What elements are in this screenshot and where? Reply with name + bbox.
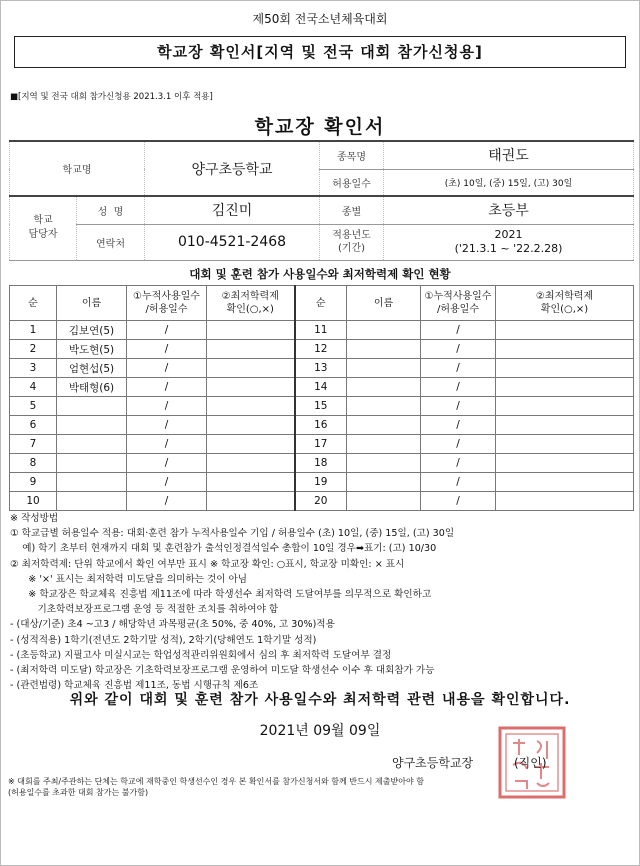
record-no-right: 14 [295,378,347,397]
record-no-right: 19 [295,473,347,492]
record-name-right [347,340,421,359]
record-grade-right [496,454,634,473]
record-days-left: / [127,397,207,416]
record-no-right: 15 [295,397,347,416]
records-table [9,285,634,511]
record-row [10,435,634,454]
record-no-right: 16 [295,416,347,435]
guide-line: - (최저학력 미도달) 학교장은 기초학력보장프로그램 운영하여 미도달 학생선수 이수 후 대회참가 가능 [10,665,435,677]
record-grade-right [496,321,634,340]
record-no-left: 4 [10,378,57,397]
record-grade-left [207,321,295,340]
year-cell [384,224,634,260]
header-no-right: 순 [295,286,347,321]
header-name-right: 이름 [347,286,421,321]
record-no-left: 5 [10,397,57,416]
form-title: 학교장 확인서 [254,116,386,138]
guide-line: 예) 학기 초부터 현재까지 대회 및 훈련참가 출석인정결석일수 총합이 10일 경우➡표기: (고) 10/30 [10,543,437,555]
record-no-right: 12 [295,340,347,359]
record-name-right [347,435,421,454]
record-name-left [57,454,127,473]
record-days-right: / [421,340,496,359]
record-no-left: 8 [10,454,57,473]
record-days-right: / [421,416,496,435]
header-no-left: 순 [10,286,57,321]
record-name-right [347,454,421,473]
period-value: ('21.3.1 ~ '22.2.28) [454,242,563,255]
record-no-left: 2 [10,340,57,359]
manager-name: 김진미 [145,196,320,224]
record-row [10,378,634,397]
guide-line: ① 학교급별 허용일수 적용: 대회·훈련 참가 누적사용일수 기입 / 허용일수 (초) 10일, (중) 15일, (고) 30일 [10,528,455,540]
days-label: 허용일수 [320,169,384,196]
record-no-left: 7 [10,435,57,454]
record-days-right: / [421,321,496,340]
header-days-left: ①누적사용일수 /허용일수 [127,286,207,321]
school-label: 학교명 [10,141,145,196]
record-name-left [57,416,127,435]
record-name-right [347,378,421,397]
phone-value: 010-4521-2468 [145,224,320,260]
issue-date: 2021년 09월 09일 [259,723,381,739]
year-label: 적용년도 (기간) [320,224,384,260]
record-days-left: / [127,435,207,454]
record-name-right [347,416,421,435]
record-row [10,397,634,416]
applicability-note: ■[지역 및 전국 대회 참가신청용 2021.3.1 이후 적용] [10,92,213,102]
guide-line: 기초학력보장프로그램 운영 등 적절한 조치를 취하여야 함 [10,604,279,616]
contact-label: 학교 담당자 [10,196,77,260]
record-days-right: / [421,378,496,397]
record-days-left: / [127,378,207,397]
record-no-left: 6 [10,416,57,435]
header-days-right: ①누적사용일수 /허용일수 [421,286,496,321]
record-grade-right [496,397,634,416]
record-days-left: / [127,492,207,511]
record-no-left: 3 [10,359,57,378]
record-no-left: 9 [10,473,57,492]
record-row [10,416,634,435]
record-grade-left [207,473,295,492]
record-days-left: / [127,359,207,378]
record-row [10,359,634,378]
record-no-left: 1 [10,321,57,340]
record-grade-left [207,340,295,359]
record-grade-left [207,378,295,397]
record-grade-left [207,454,295,473]
sport-label: 종목명 [320,141,384,169]
guide-line: ② 최저학력제: 단위 학교에서 확인 여부만 표시 ※ 학교장 확인: ○표시, 학교장 미확인: × 표시 [10,558,405,570]
record-grade-right [496,340,634,359]
record-grade-right [496,416,634,435]
record-name-right [347,321,421,340]
record-no-right: 20 [295,492,347,511]
record-days-right: / [421,397,496,416]
year-value: 2021 [494,228,523,241]
record-name-right [347,473,421,492]
record-grade-left [207,435,295,454]
section-title: 대회 및 훈련 참가 사용일수와 최저학력제 확인 현황 [189,267,451,281]
record-grade-right [496,473,634,492]
record-name-left: 박태형(6) [57,378,127,397]
footnote-line-2: (허용일수를 초과한 대회 참가는 불가함) [8,788,149,797]
record-grade-left [207,416,295,435]
records-header-row [10,286,634,321]
guide-line: - (대상/기준) 초4 ~고3 / 해당학년 과목평균(초 50%, 중 40%, 고 30%)적용 [10,619,335,631]
record-grade-left [207,397,295,416]
division-label: 종별 [320,196,384,224]
guide-line: ※ '×' 표시는 최저학력 미도달을 의미하는 것이 아님 [10,573,248,585]
record-days-left: / [127,454,207,473]
name-label: 성 명 [77,196,145,224]
header-grade-right: ②최저학력제 확인(○,×) [496,286,634,321]
record-no-right: 17 [295,435,347,454]
event-title: 제50회 전국소년체육대회 [252,12,388,26]
header-grade-left: ②최저학력제 확인(○,×) [207,286,295,321]
record-row [10,321,634,340]
record-name-right [347,492,421,511]
record-grade-right [496,435,634,454]
record-days-left: / [127,473,207,492]
record-no-left: 10 [10,492,57,511]
record-grade-right [496,492,634,511]
record-days-right: / [421,473,496,492]
record-days-right: / [421,359,496,378]
record-days-left: / [127,321,207,340]
guide-line: - (초등학교) 지필고사 미실시교는 학업성적관리위원회에서 심의 후 최저학력 도달여부 결정 [10,649,392,661]
record-row [10,454,634,473]
footnote [8,776,628,798]
record-name-left [57,492,127,511]
record-name-right [347,359,421,378]
confirmation-statement: 위와 같이 대회 및 훈련 참가 사용일수와 최저학력 관련 내용을 확인합니다. [69,692,571,708]
record-days-left: / [127,416,207,435]
record-days-right: / [421,492,496,511]
record-days-right: / [421,435,496,454]
record-grade-left [207,492,295,511]
guide-line: - (성적적용) 1학기(전년도 2학기말 성적), 2학기(당해연도 1학기말 성적) [10,634,317,646]
record-grade-right [496,359,634,378]
info-table [9,140,634,261]
record-no-right: 13 [295,359,347,378]
phone-label: 연락처 [77,224,145,260]
principal-signature: 양구초등학교장 [392,756,474,770]
writing-guide [10,511,630,693]
guide-line: ※ 작성방법 [10,513,59,524]
document-banner: 학교장 확인서[지역 및 전국 대회 참가신청용] [14,36,626,68]
record-row [10,492,634,511]
record-grade-right [496,378,634,397]
record-days-left: / [127,340,207,359]
days-value: (초) 10일, (중) 15일, (고) 30일 [384,169,634,196]
record-name-right [347,397,421,416]
sport-value: 태권도 [384,141,634,169]
record-row [10,340,634,359]
guide-line: ※ 학교장은 학교체육 진흥법 제11조에 따라 학생선수 최저학력 도달여부를 의무적으로 확인하고 [10,589,432,601]
division-value: 초등부 [384,196,634,224]
record-name-left [57,397,127,416]
record-name-left [57,473,127,492]
record-no-right: 11 [295,321,347,340]
seal-label: (직인) [514,756,547,770]
record-grade-left [207,359,295,378]
guide-line: - (관련법령) 학교체육 진흥법 제11조, 동법 시행규칙 제6조 [10,680,259,692]
record-name-left: 엄현섭(5) [57,359,127,378]
record-name-left: 김보연(5) [57,321,127,340]
record-days-right: / [421,454,496,473]
record-name-left [57,435,127,454]
school-name: 양구초등학교 [145,141,320,196]
record-no-right: 18 [295,454,347,473]
record-name-left: 박도현(5) [57,340,127,359]
header-name-left: 이름 [57,286,127,321]
record-row [10,473,634,492]
footnote-line-1: ※ 대회를 주최/주관하는 단체는 학교에 재학중인 학생선수인 경우 본 확인서를 참가신청서와 함께 반드시 제출받아야 함 [8,777,424,786]
